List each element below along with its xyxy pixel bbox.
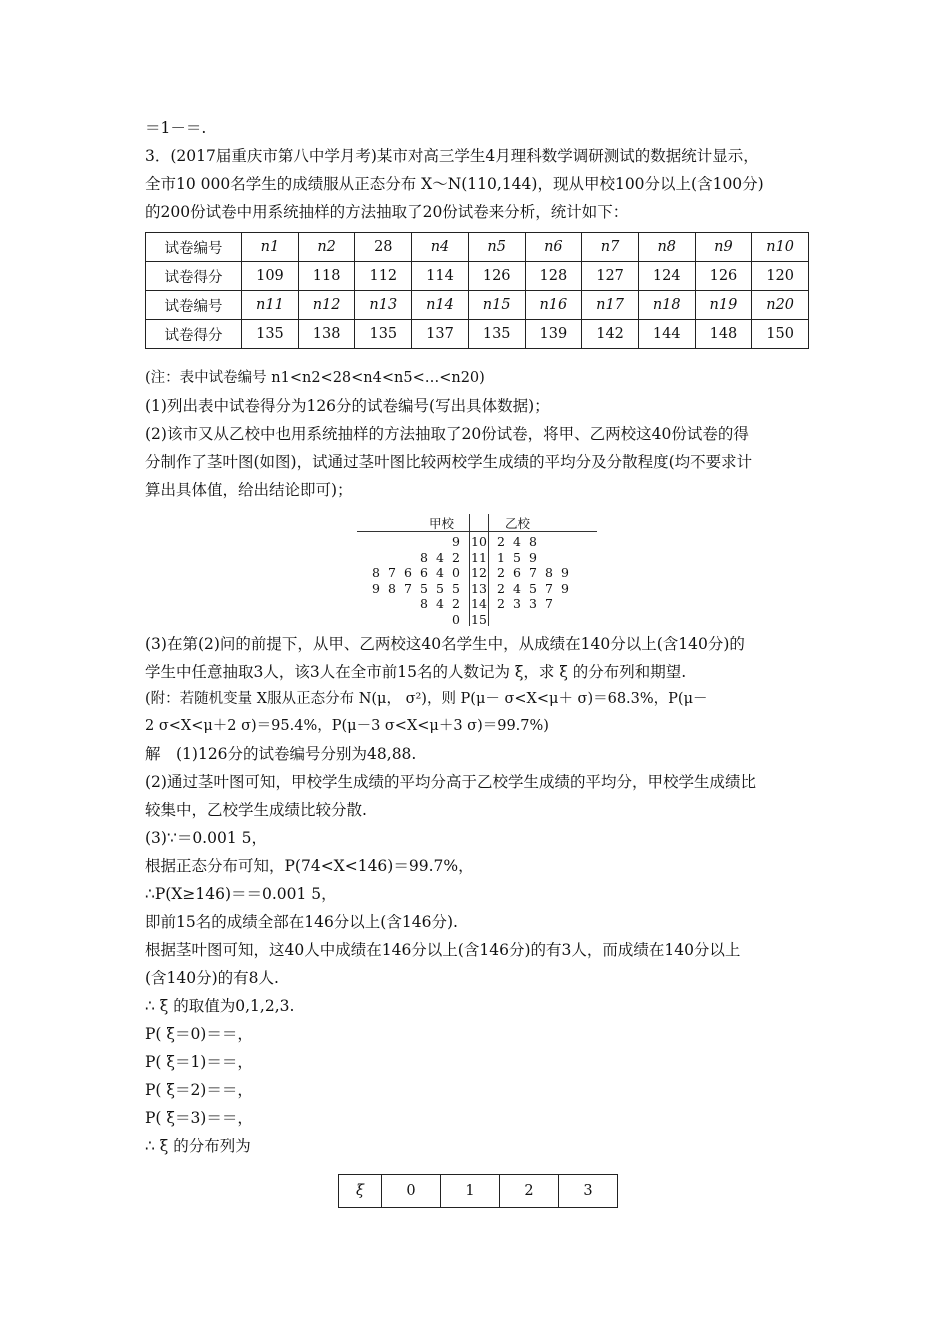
leaf: 9	[529, 549, 537, 565]
table-cell: n13	[355, 291, 412, 320]
right-header: 乙校	[505, 516, 531, 531]
table-cell: 28	[355, 233, 412, 262]
left-leaves	[368, 581, 464, 596]
leaf: 6	[513, 565, 521, 580]
left-header: 甲校	[429, 516, 455, 531]
table-cell: 120	[752, 262, 809, 291]
table-cell: n6	[525, 233, 582, 262]
table-cell: 109	[242, 262, 299, 291]
table-cell: 138	[298, 320, 355, 349]
table-cell: n8	[638, 233, 695, 262]
leaf: 8	[388, 580, 396, 596]
leaf: 9	[561, 580, 569, 596]
table-cell: 135	[242, 320, 299, 349]
leaf: 2	[497, 580, 505, 596]
stem-leaf-row	[357, 581, 597, 597]
right-leaves	[493, 596, 557, 611]
table-cell: 137	[412, 320, 469, 349]
stem: 14	[471, 596, 487, 611]
leaf: 4	[436, 596, 444, 611]
table-cell: 142	[582, 320, 639, 349]
table-cell: 135	[355, 320, 412, 349]
leaf: 1	[497, 549, 505, 565]
right-leaves	[493, 534, 541, 549]
table-header-cell: 试卷编号	[146, 233, 242, 262]
table-row	[146, 262, 809, 291]
text-line: ＝1－＝.	[145, 119, 207, 137]
table-cell: 128	[525, 262, 582, 291]
question-1: (1)列出表中试卷得分为126分的试卷编号(写出具体数据)；	[145, 397, 550, 415]
leaf: 7	[545, 580, 553, 596]
table-cell: n11	[242, 291, 299, 320]
text-line: 全市10 000名学生的成绩服从正态分布 X～N(110,144)，现从甲校100分以上(含100分)	[145, 175, 764, 193]
problem-statement: 3．(2017届重庆市第八中学月考)某市对高三学生4月理科数学调研测试的数据统计显示，	[145, 147, 759, 165]
leaf: 9	[372, 580, 380, 596]
text-line: 算出具体值，给出结论即可)；	[145, 481, 353, 499]
table-cell: n20	[752, 291, 809, 320]
stem: 11	[471, 549, 487, 565]
leaf: 4	[513, 534, 521, 549]
table-cell: n9	[695, 233, 752, 262]
plot-divider	[357, 531, 597, 532]
solution-line: (含140分)的有8人.	[145, 969, 279, 987]
table-note: (注：表中试卷编号 n1<n2<28<n4<n5<…<n20)	[145, 370, 485, 386]
left-leaves	[368, 565, 464, 580]
leaf: 8	[529, 534, 537, 549]
table-cell: n19	[695, 291, 752, 320]
stem: 15	[471, 611, 487, 627]
stem-leaf-plot	[357, 514, 597, 626]
table-cell: n5	[468, 233, 525, 262]
table-row	[339, 1175, 618, 1208]
leaf: 5	[436, 580, 444, 596]
solution-block	[145, 630, 825, 1160]
appendix-note: (附：若随机变量 X服从正态分布 N(μ， σ²)，则 P(μ－ σ<X<μ＋ σ)＝68.3%，P(μ－	[145, 691, 708, 707]
leaf: 5	[420, 580, 428, 596]
table-cell: n2	[298, 233, 355, 262]
leaf: 2	[452, 549, 460, 565]
leaf: 9	[452, 534, 460, 549]
table-cell: 139	[525, 320, 582, 349]
intro-block	[145, 114, 825, 226]
table-cell: n10	[752, 233, 809, 262]
right-leaves	[493, 565, 573, 580]
document-page	[145, 114, 825, 1160]
stem: 13	[471, 580, 487, 596]
leaf: 2	[452, 596, 460, 611]
leaf: 5	[513, 549, 521, 565]
left-leaves	[448, 612, 464, 627]
solution-line: P( ξ＝1)＝＝，	[145, 1053, 253, 1071]
leaf: 4	[513, 580, 521, 596]
leaf: 4	[436, 565, 444, 580]
leaf: 3	[513, 596, 521, 611]
table-row	[146, 291, 809, 320]
table-row	[146, 233, 809, 262]
solution-line: 解 (1)126分的试卷编号分别为48,88.	[145, 745, 417, 763]
right-leaves	[493, 550, 541, 565]
leaf: 0	[452, 611, 460, 627]
table-cell: n17	[582, 291, 639, 320]
stem: 12	[471, 565, 487, 580]
solution-line: P( ξ＝2)＝＝，	[145, 1081, 253, 1099]
leaf: 7	[388, 565, 396, 580]
table-cell: n18	[638, 291, 695, 320]
table-cell: 135	[468, 320, 525, 349]
leaf: 3	[529, 596, 537, 611]
table-row	[146, 320, 809, 349]
leaf: 7	[545, 596, 553, 611]
table-cell: 118	[298, 262, 355, 291]
left-leaves	[416, 596, 464, 611]
table-cell: n14	[412, 291, 469, 320]
leaf: 9	[561, 565, 569, 580]
text-line: 的200份试卷中用系统抽样的方法抽取了20份试卷来分析，统计如下：	[145, 203, 629, 221]
table-cell: 3	[559, 1175, 618, 1208]
solution-line: (2)通过茎叶图可知，甲校学生成绩的平均分高于乙校学生成绩的平均分，甲校学生成绩比	[145, 773, 756, 791]
leaf: 5	[529, 580, 537, 596]
solution-line: P( ξ＝0)＝＝，	[145, 1025, 253, 1043]
questions-block	[145, 365, 825, 504]
table-cell: n15	[468, 291, 525, 320]
table-cell: 114	[412, 262, 469, 291]
leaf: 8	[372, 565, 380, 580]
table-cell: 150	[752, 320, 809, 349]
table-cell: 2	[500, 1175, 559, 1208]
stem-leaf-row	[357, 596, 597, 612]
table-cell: n12	[298, 291, 355, 320]
score-table	[145, 232, 809, 349]
text-line: 学生中任意抽取3人，该3人在全市前15名的人数记为 ξ，求 ξ 的分布列和期望.	[145, 663, 687, 681]
stem-leaf-row	[357, 565, 597, 581]
table-cell: 126	[468, 262, 525, 291]
table-cell: n7	[582, 233, 639, 262]
leaf: 8	[420, 549, 428, 565]
leaf: 8	[545, 565, 553, 580]
solution-line: (3)∵＝0.001 5，	[145, 829, 267, 847]
question-2: (2)该市又从乙校中也用系统抽样的方法抽取了20份试卷，将甲、乙两校这40份试卷的得	[145, 425, 749, 443]
solution-line: ∴ ξ 的取值为0,1,2,3.	[145, 997, 295, 1015]
leaf: 6	[420, 565, 428, 580]
leaf: 2	[497, 596, 505, 611]
solution-line: 较集中，乙校学生成绩比较分散.	[145, 801, 367, 819]
solution-line: P( ξ＝3)＝＝，	[145, 1109, 253, 1127]
solution-line: 即前15名的成绩全部在146分以上(含146分).	[145, 913, 458, 931]
stem-leaf-row	[357, 534, 597, 550]
leaf: 5	[452, 580, 460, 596]
appendix-note: 2 σ<X<μ＋2 σ)＝95.4%，P(μ－3 σ<X<μ＋3 σ)＝99.7%)	[145, 718, 549, 734]
table-header-cell: ξ	[339, 1175, 382, 1208]
stem-leaf-row	[357, 612, 597, 628]
question-3: (3)在第(2)问的前提下，从甲、乙两校这40名学生中，从成绩在140分以上(含140分)的	[145, 635, 745, 653]
leaf: 8	[420, 596, 428, 611]
leaf: 2	[497, 565, 505, 580]
solution-line: ∴ ξ 的分布列为	[145, 1137, 251, 1155]
leaf: 2	[497, 534, 505, 549]
table-cell: 1	[441, 1175, 500, 1208]
solution-line: ∴P(X≥146)＝＝0.001 5，	[145, 885, 337, 903]
table-cell: n4	[412, 233, 469, 262]
solution-line: 根据茎叶图可知，这40人中成绩在146分以上(含146分)的有3人，而成绩在140分以上	[145, 941, 741, 959]
table-cell: 112	[355, 262, 412, 291]
stem-leaf-row	[357, 550, 597, 566]
table-header-cell: 试卷编号	[146, 291, 242, 320]
table-cell: 148	[695, 320, 752, 349]
table-cell: 127	[582, 262, 639, 291]
table-cell: 144	[638, 320, 695, 349]
table-cell: 124	[638, 262, 695, 291]
right-leaves	[493, 581, 573, 596]
table-cell: n16	[525, 291, 582, 320]
table-header-cell: 试卷得分	[146, 320, 242, 349]
leaf: 7	[529, 565, 537, 580]
distribution-table	[338, 1174, 618, 1208]
table-cell: n1	[242, 233, 299, 262]
leaf: 6	[404, 565, 412, 580]
solution-line: 根据正态分布可知，P(74<X<146)＝99.7%，	[145, 857, 474, 875]
left-leaves	[416, 550, 464, 565]
leaf: 7	[404, 580, 412, 596]
leaf: 4	[436, 549, 444, 565]
left-leaves	[448, 534, 464, 549]
table-cell: 0	[382, 1175, 441, 1208]
stem: 10	[471, 534, 487, 549]
table-header-cell: 试卷得分	[146, 262, 242, 291]
text-line: 分制作了茎叶图(如图)，试通过茎叶图比较两校学生成绩的平均分及分散程度(均不要求计	[145, 453, 753, 471]
table-cell: 126	[695, 262, 752, 291]
leaf: 0	[452, 565, 460, 580]
